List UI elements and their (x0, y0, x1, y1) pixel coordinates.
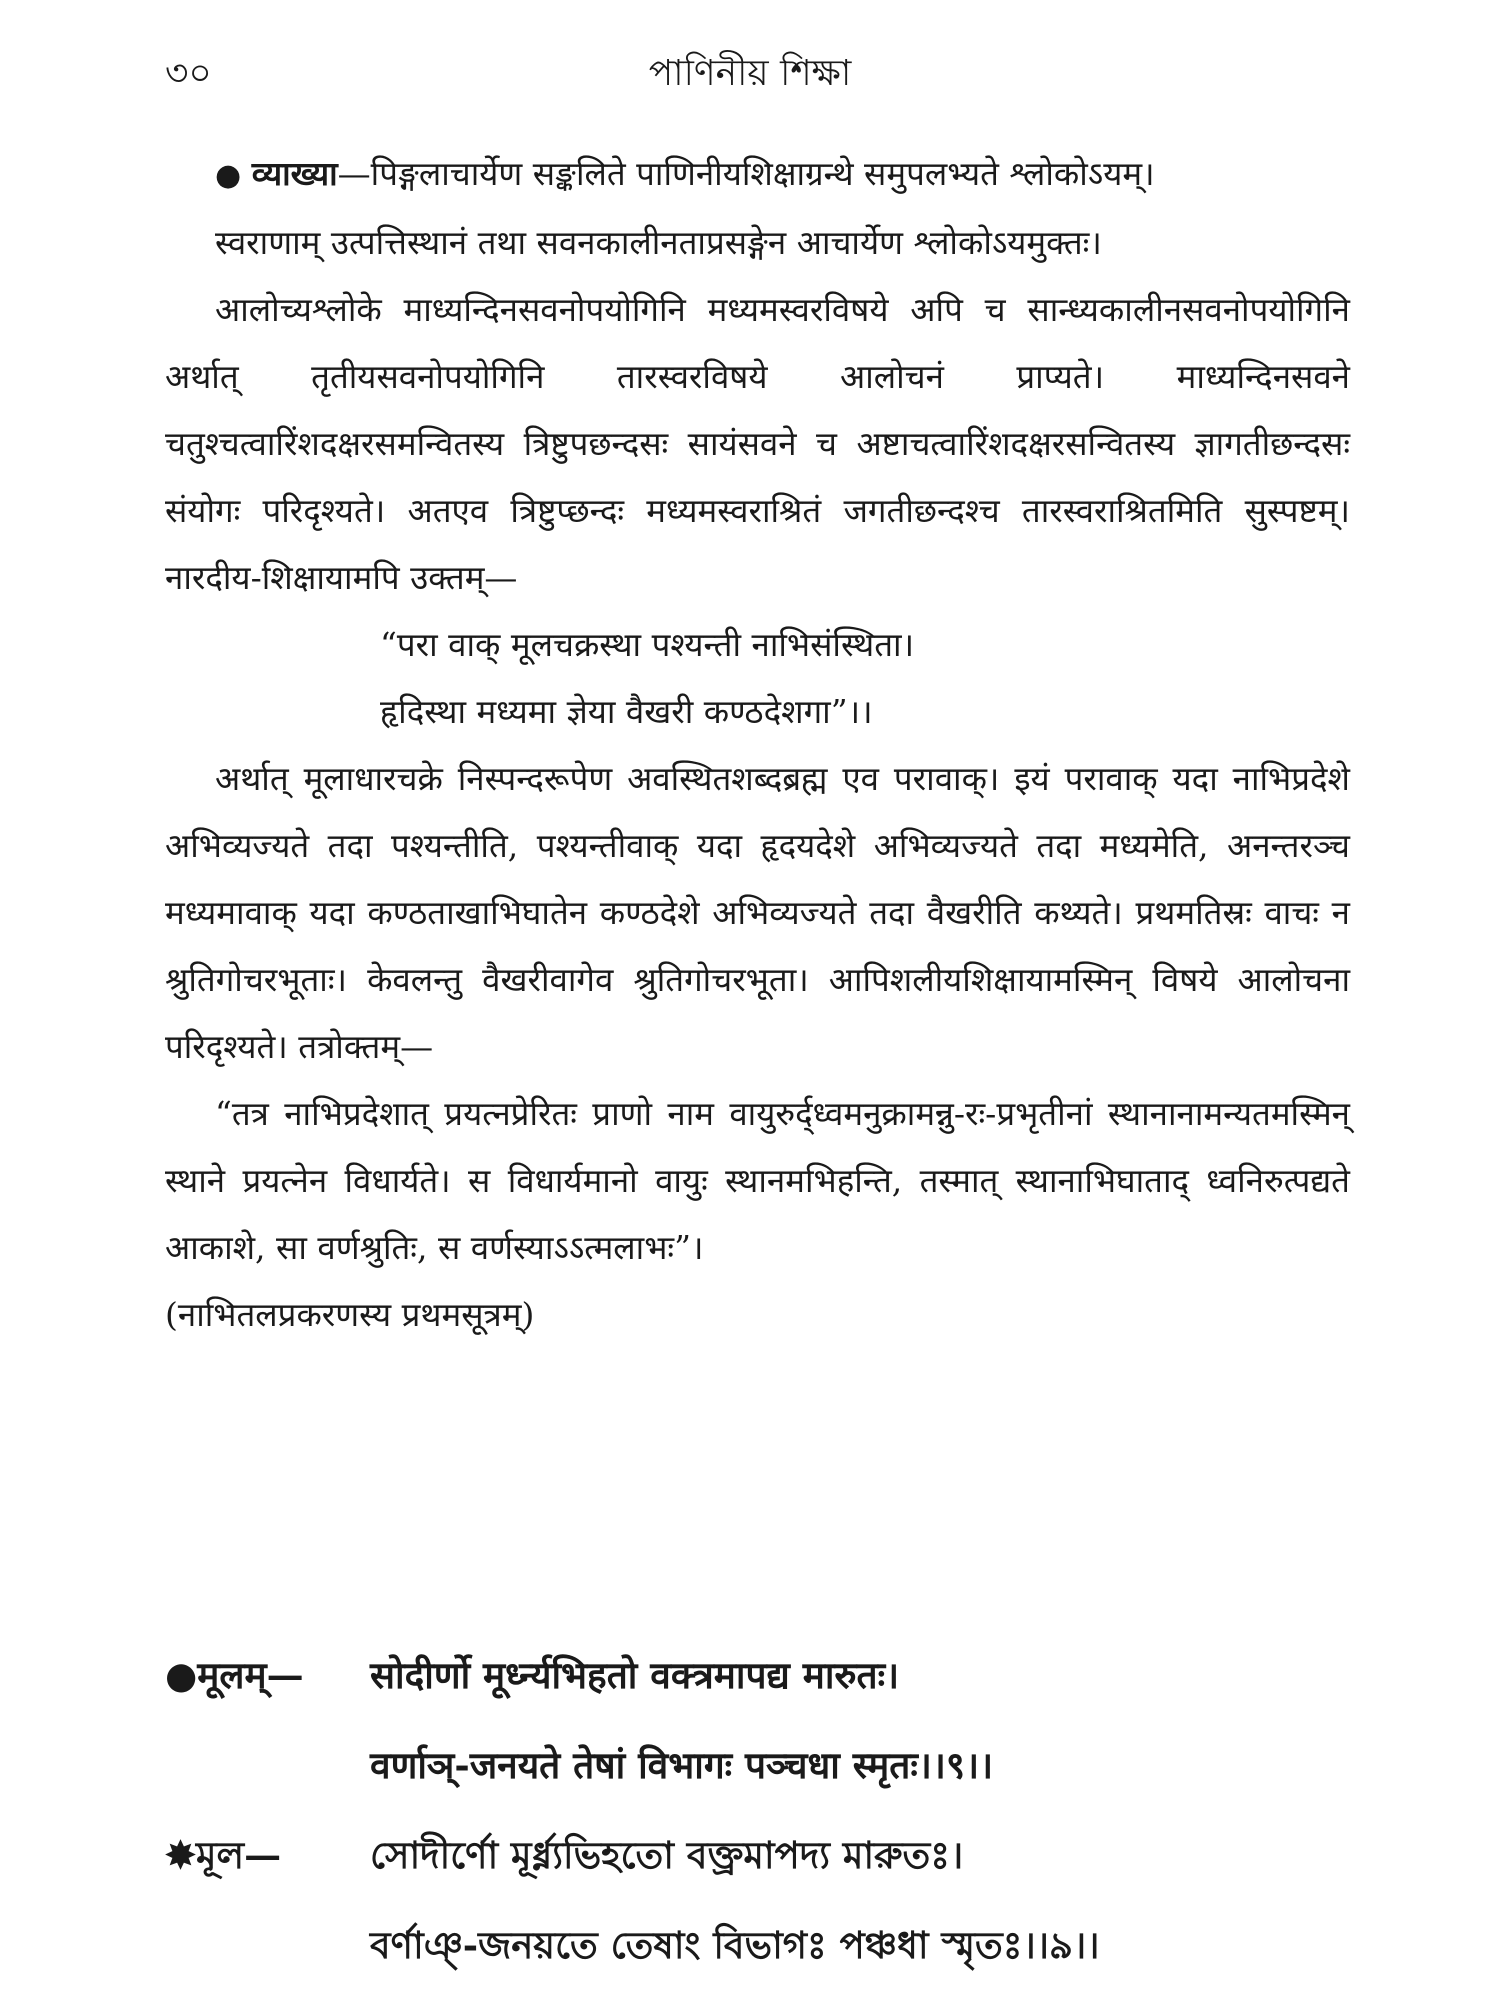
mulam-row-1 (165, 1630, 1350, 1720)
bullet-icon: ● (215, 158, 242, 193)
commentary-section (165, 140, 1350, 1348)
commentary-line-1: —पिङ्गलाचार्येण सङ्कलिते पाणिनीयशिक्षाग्रन्थे समुपलभ्यते श्लोकोऽयम्। (337, 154, 1155, 193)
commentary-paragraph-1: आलोच्यश्लोके माध्यन्दिनसवनोपयोगिनि मध्यमस्वरविषये अपि च सान्ध्यकालीनसवनोपयोगिनि अर्थात् तृतीयसवनोपयोगिनि तारस्वरविषये आलोचनं प्राप्यते। माध्यन्दिनसवने चतुश्चत्वारिंशदक्षरसमन्वितस्य त्रिष्टुपछन्दसः सायंसवने च अष्टाचत्वारिंशदक्षरसन्वितस्य ज्ञागतीछन्दसः संयोगः परिदृश्यते। अतएव त्रिष्टुप्छन्दः मध्यमस्वराश्रितं जगतीछन्दश्च तारस्वराश्रितमिति सुस्पष्टम्। नारदीय-शिक्षायामपि उक्तम्— (165, 290, 1350, 597)
mulam-row-2 (165, 1720, 1350, 1810)
mulam-line-1: सोदीर्णो मूर्ध्न्यभिहतो वक्त्रमापद्य मारुतः। (370, 1653, 900, 1697)
mula-bengali-row-2 (165, 1900, 1350, 1990)
running-title: পাণিনীয় শিক্ষা (648, 53, 852, 94)
verse-line-2: हृदिस्था मध्यमा ज्ञेया वैखरी कण्ठदेशगा”।। (380, 692, 873, 731)
mula-bengali-label: ✸মূল— (165, 1833, 282, 1877)
commentary-label: व्याख्या (251, 154, 338, 193)
mulam-line-2: वर्णाञ्-जनयते तेषां विभागः पञ्चधा स्मृतः।।९।। (370, 1743, 994, 1787)
commentary-line-2: स्वराणाम् उत्पत्तिस्थानं तथा सवनकालीनताप्रसङ्गेन आचार्येण श्लोकोऽयमुक्तः। (215, 223, 1102, 262)
mulam-block (165, 1630, 1350, 1810)
page-number: ৩০ (165, 53, 212, 94)
mula-bengali-block (165, 1810, 1350, 1990)
mulam-label: ●मूलम्— (165, 1653, 304, 1697)
mula-bengali-line-1: সোদীর্ণো মূর্ধ্ন্যভিহতো বক্ত্রমাপদ্য মারুতঃ। (370, 1833, 964, 1877)
commentary-intro (165, 140, 1350, 209)
page-header (0, 46, 1500, 106)
mula-bengali-line-2: বর্ণাঞ্-জনয়তে তেষাং বিভাগঃ পঞ্চধা স্মৃতঃ।।৯।। (370, 1923, 1100, 1967)
apishali-quote: “तत्र नाभिप्रदेशात् प्रयत्नप्रेरितः प्राणो नाम वायुरुर्द्ध्वमनुक्रामन्नु-रः-प्रभृतीनां स्थानानामन्यतमस्मिन् स्थाने प्रयत्नेन विधार्यते। स विधार्यमानो वायुः स्थानमभिहन्ति, तस्मात् स्थानाभिघाताद् ध्वनिरुत्पद्यते आकाशे, सा वर्णश्रुतिः, स वर्णस्याऽऽत्मलाभः”। (165, 1094, 1350, 1267)
mula-bengali-row-1 (165, 1810, 1350, 1900)
verse-line-1: “परा वाक् मूलचक्रस्था पश्यन्ती नाभिसंस्थिता। (380, 625, 915, 664)
quote-source: (नाभितलप्रकरणस्य प्रथमसूत्रम्) (165, 1295, 535, 1334)
commentary-paragraph-2: अर्थात् मूलाधारचक्रे निस्पन्दरूपेण अवस्थितशब्दब्रह्म एव परावाक्। इयं परावाक् यदा नाभिप्रदेशे अभिव्यज्यते तदा पश्यन्तीति, पश्यन्तीवाक् यदा हृदयदेशे अभिव्यज्यते तदा मध्यमेति, अनन्तरञ्च मध्यमावाक् यदा कण्ठताखाभिघातेन कण्ठदेशे अभिव्यज्यते तदा वैखरीति कथ्यते। प्रथमतिस्रः वाचः न श्रुतिगोचरभूताः। केवलन्तु वैखरीवागेव श्रुतिगोचरभूता। आपिशलीयशिक्षायामस्मिन् विषये आलोचना परिदृश्यते। तत्रोक्तम्— (165, 759, 1350, 1066)
